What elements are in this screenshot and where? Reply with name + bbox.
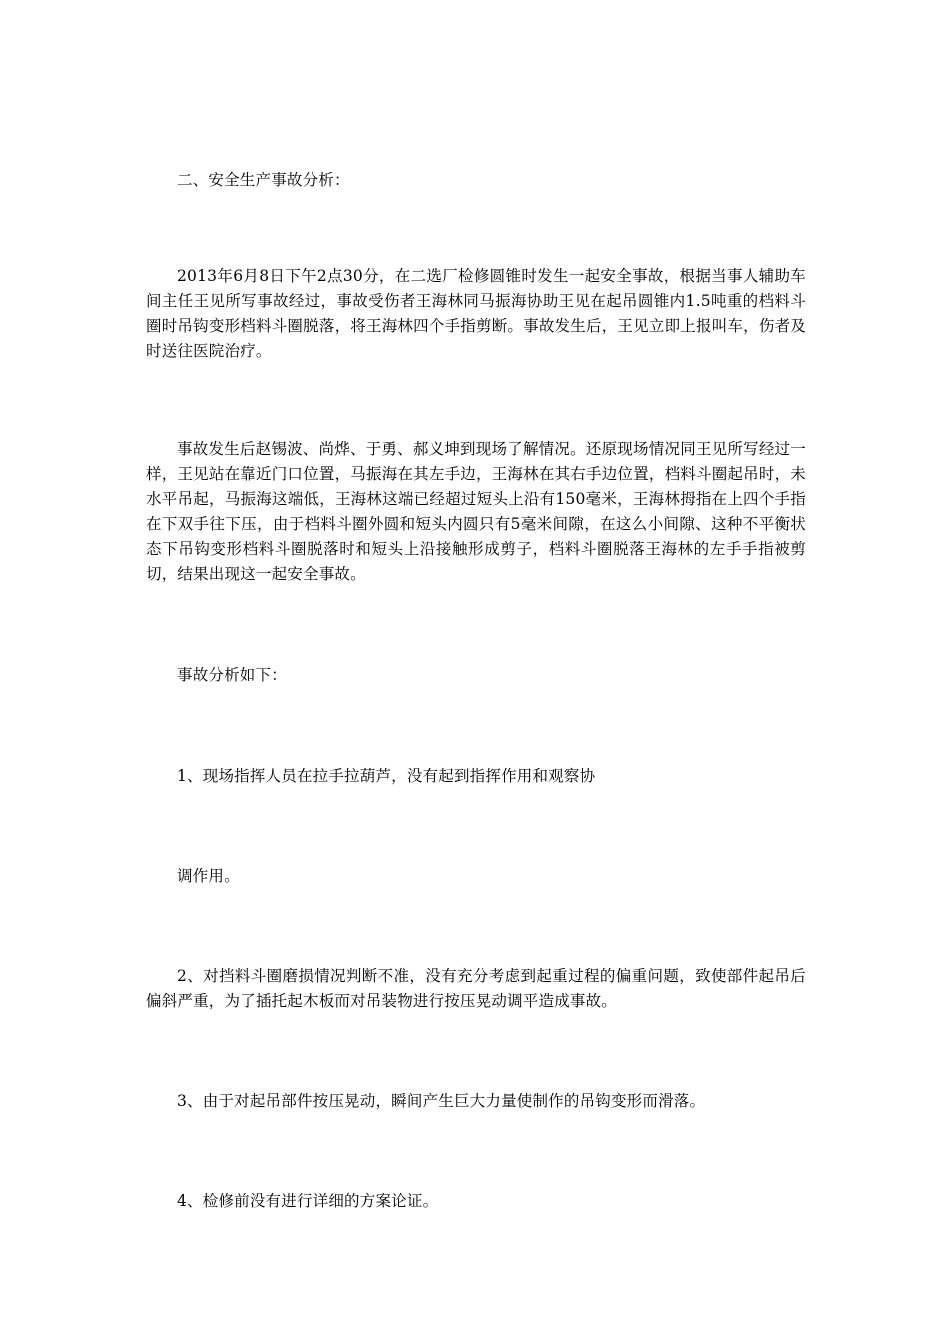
analysis-item-4: 4、检修前没有进行详细的方案论证。 (177, 1192, 439, 1210)
section-heading: 二、安全生产事故分析： (177, 171, 350, 189)
paragraph-scene: 事故发生后赵锡波、尚烨、于勇、郝义坤到现场了解情况。还原现场情况同王见所写经过一样，王见站在靠近门口位置，马振海在其左手边，王海林在其右手边位置，档料斗圈起吊时，未水平吊起，马振海这端低，王海林这端已经超过短头上沿有150毫米，王海林拇指在上四个手指在下双手往下压，由于档料斗圈外圆和短头内圆只有5毫米间隙，在这么小间隙、这种不平衡状态下吊钩变形档料斗圈脱落时和短头上沿接触形成剪子，档料斗圈脱落王海林的左手手指被剪切，结果出现这一起安全事故。 (146, 440, 806, 583)
analysis-item-3: 3、由于对起吊部件按压晃动，瞬间产生巨大力量使制作的吊钩变形而滑落。 (177, 1092, 706, 1110)
analysis-item-1: 1、现场指挥人员在拉手拉葫芦，没有起到指挥作用和观察协 (177, 767, 596, 785)
analysis-item-2: 2、对挡料斗圈磨损情况判断不准，没有充分考虑到起重过程的偏重问题，致使部件起吊后偏斜严重，为了插托起木板而对吊装物进行按压晃动调平造成事故。 (146, 967, 806, 1010)
paragraph-intro: 2013年6月8日下午2点30分，在二选厂检修圆锥时发生一起安全事故，根据当事人辅助车间主任王见所写事故经过，事故受伤者王海林同马振海协助王见在起吊圆锥内1.5吨重的档料斗圈时吊钩变形档料斗圈脱落，将王海林四个手指剪断。事故发生后，王见立即上报叫车，伤者及时送往医院治疗。 (146, 267, 806, 360)
analysis-item-1-continuation: 调作用。 (177, 867, 240, 885)
analysis-title: 事故分析如下： (177, 666, 287, 684)
